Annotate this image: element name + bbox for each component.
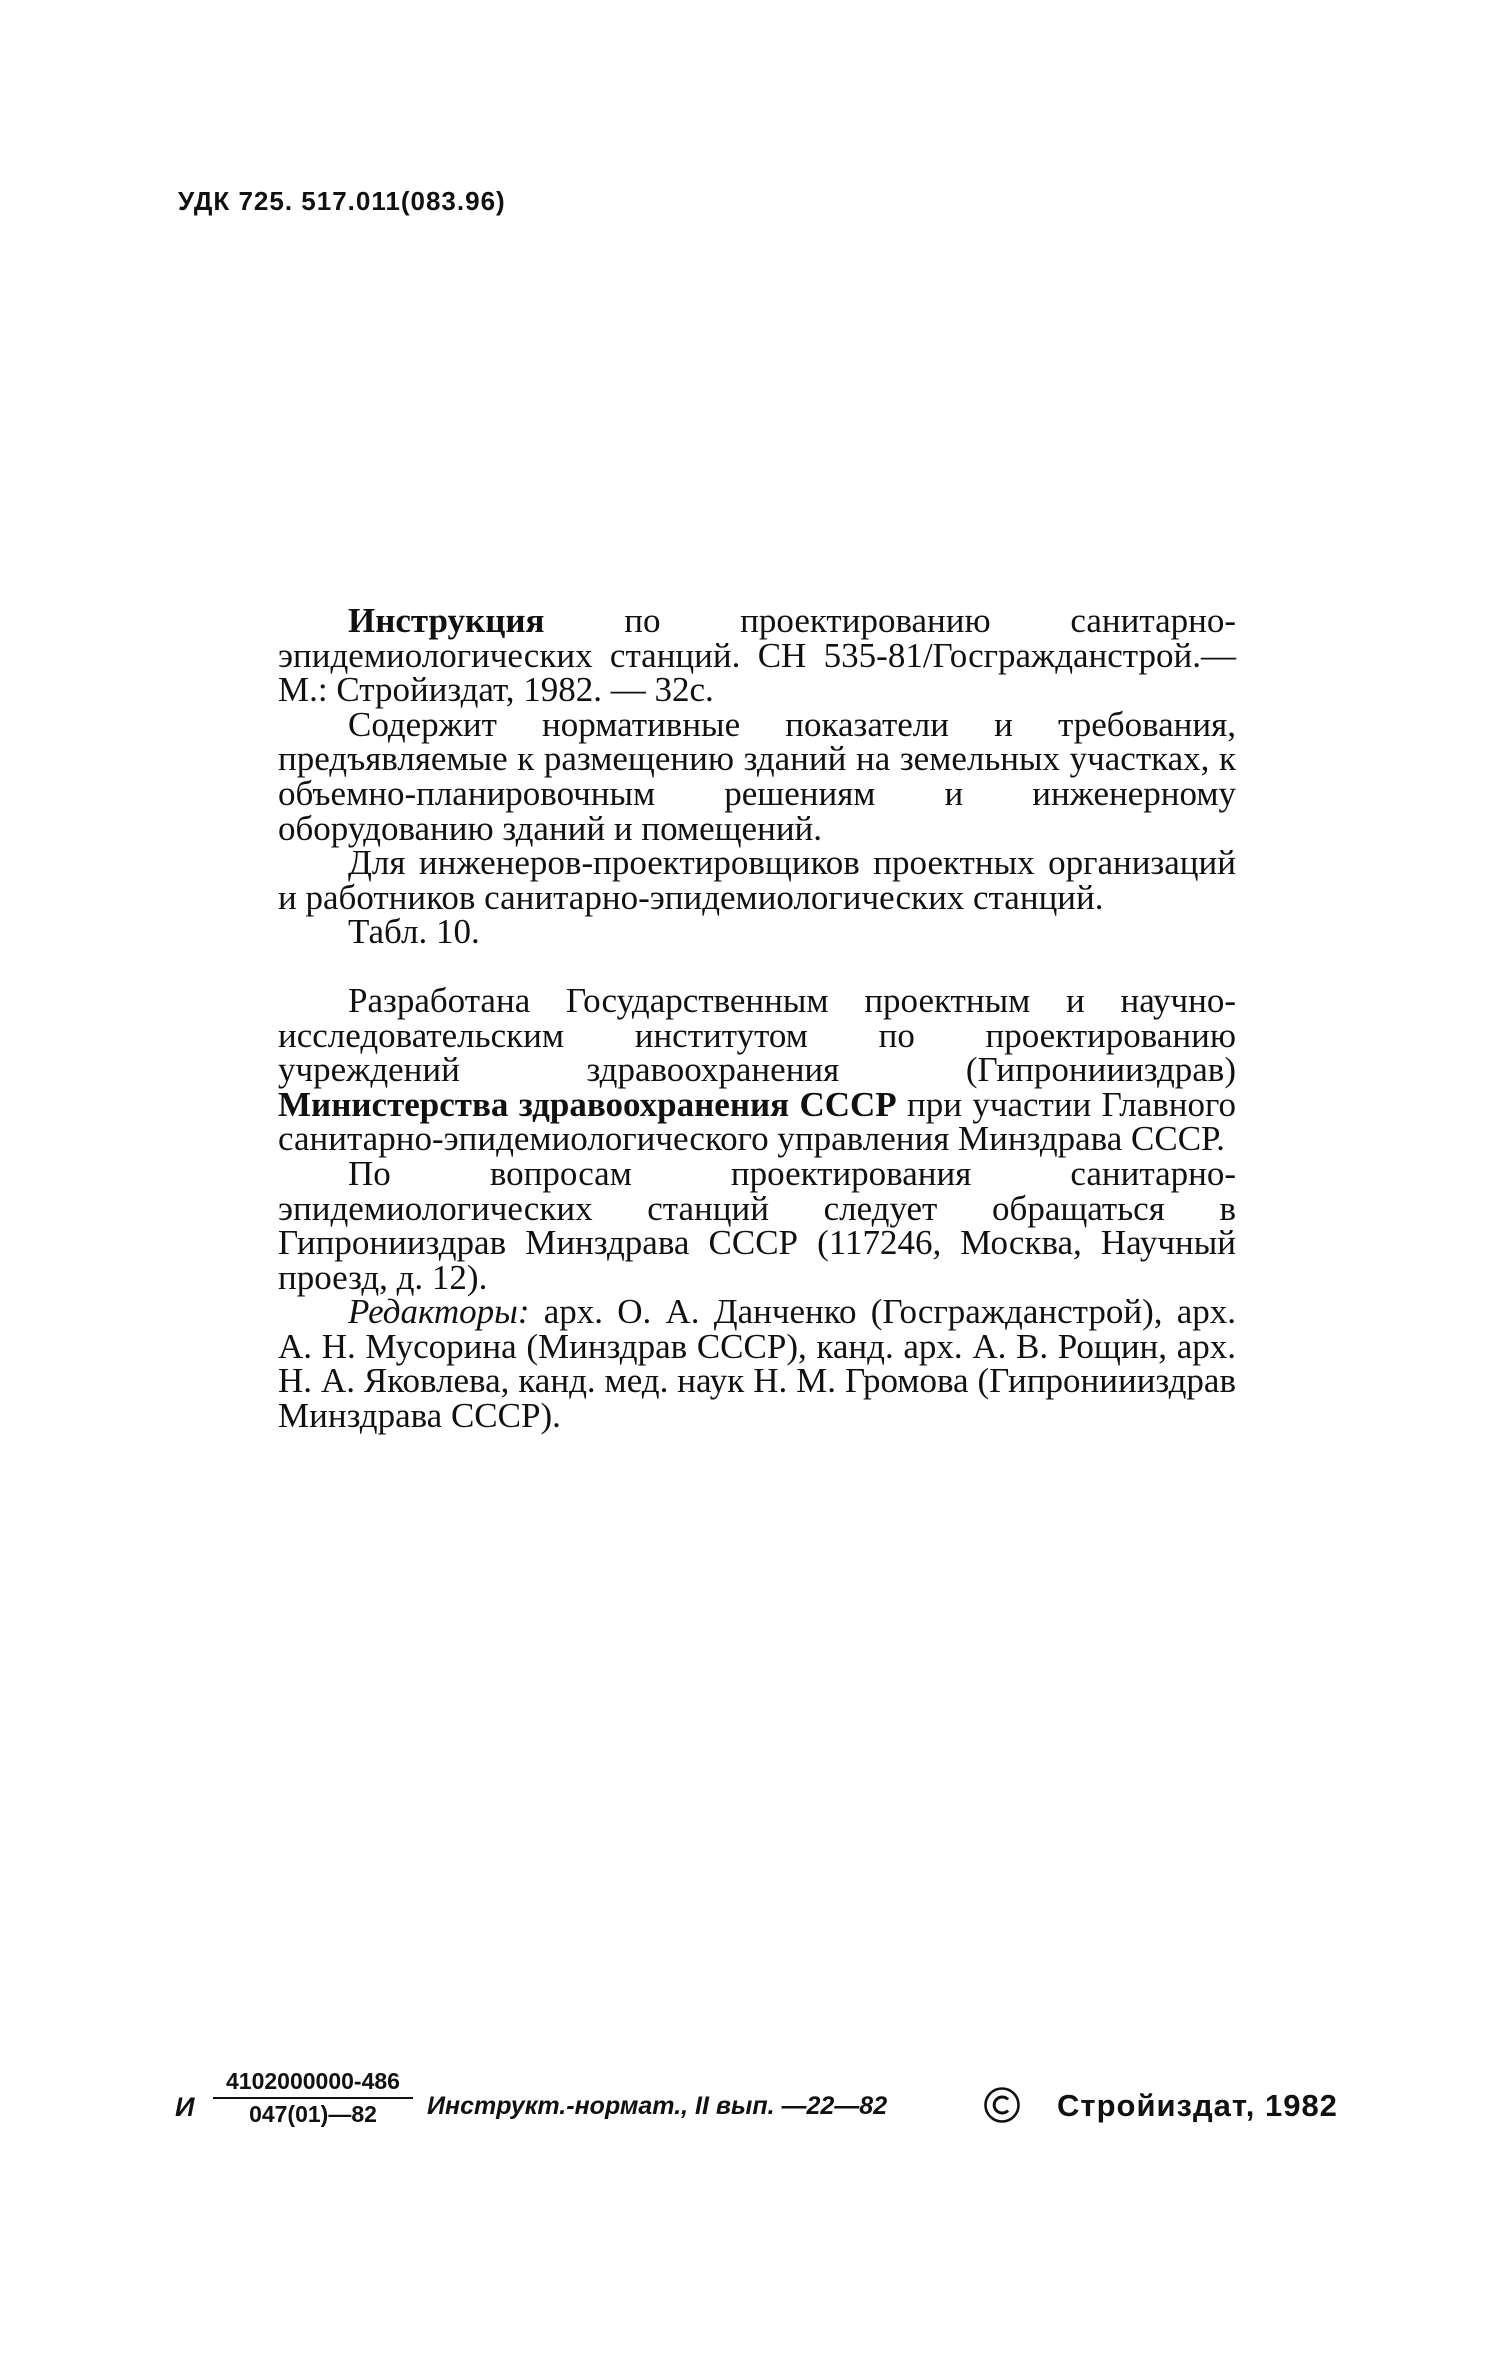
credits-developed-post: при участии Главного санитарно-эпидемиологического управления Минздрава СССР. bbox=[278, 1084, 1236, 1159]
abstract-title-paragraph bbox=[278, 601, 1236, 710]
bibliographic-abstract bbox=[278, 601, 1236, 1436]
publication-code-fraction bbox=[213, 2068, 413, 2128]
abstract-title: Инструкция bbox=[348, 601, 545, 640]
footer-publisher: Стройиздат, 1982 bbox=[1057, 2088, 1338, 2123]
footer-series: Инструкт.-нормат., II вып. —22—82 bbox=[427, 2092, 888, 2120]
abstract-citation: по проектированию санитарно-эпидемиологических станций. СН 535-81/Госгражданстрой.— М.: Стройиздат, 1982. — 32с. bbox=[278, 601, 1236, 710]
abstract-audience: Для инженеров-проектировщиков проектных организаций и работников санитарно-эпидемиологических станций. bbox=[278, 843, 1236, 917]
publication-code-top: 4102000000-486 bbox=[226, 2068, 400, 2094]
editors-list: арх. О. А. Данченко (Госгражданстрой), арх. А. Н. Мусорина (Минздрав СССР), канд. арх. А. В. Рощин, арх. Н. А. Яковлева, канд. мед. наук Н. М. Громова (Гипрониииздрав Минздрава СССР). bbox=[278, 1292, 1236, 1436]
editors-label: Редакторы: bbox=[348, 1292, 530, 1332]
credits-developed-pre: Разработана Государственным проектным и научно-исследовательским институтом по проектированию учреждений здравоохранения (Гипрониииздрав) bbox=[278, 980, 1236, 1090]
abstract-content: Содержит нормативные показатели и требования, предъявляемые к размещению зданий на земельных участках, к объемно-планировочным решениям и инженерному оборудованию зданий и помещений. bbox=[278, 704, 1236, 848]
publication-code-bottom: 047(01)—82 bbox=[249, 2101, 377, 2127]
footer-index-letter: И bbox=[175, 2092, 195, 2122]
udk-code: УДК 725. 517.011(083.96) bbox=[178, 186, 506, 216]
credits-editors-paragraph bbox=[278, 1292, 1236, 1436]
credits-developed-paragraph bbox=[278, 980, 1236, 1159]
paragraph-gap bbox=[278, 950, 1236, 984]
abstract-tables: Табл. 10. bbox=[348, 912, 480, 952]
copyright-icon bbox=[983, 2086, 1021, 2124]
credits-ministry: Министерства здравоохранения СССР bbox=[278, 1084, 897, 1124]
publication-footer bbox=[175, 2068, 1360, 2148]
credits-contact: По вопросам проектирования санитарно-эпидемиологических станций следует обращаться в Гипронииздрав Минздрава СССР (117246, Москва, Научный проезд, д. 12). bbox=[278, 1153, 1236, 1297]
